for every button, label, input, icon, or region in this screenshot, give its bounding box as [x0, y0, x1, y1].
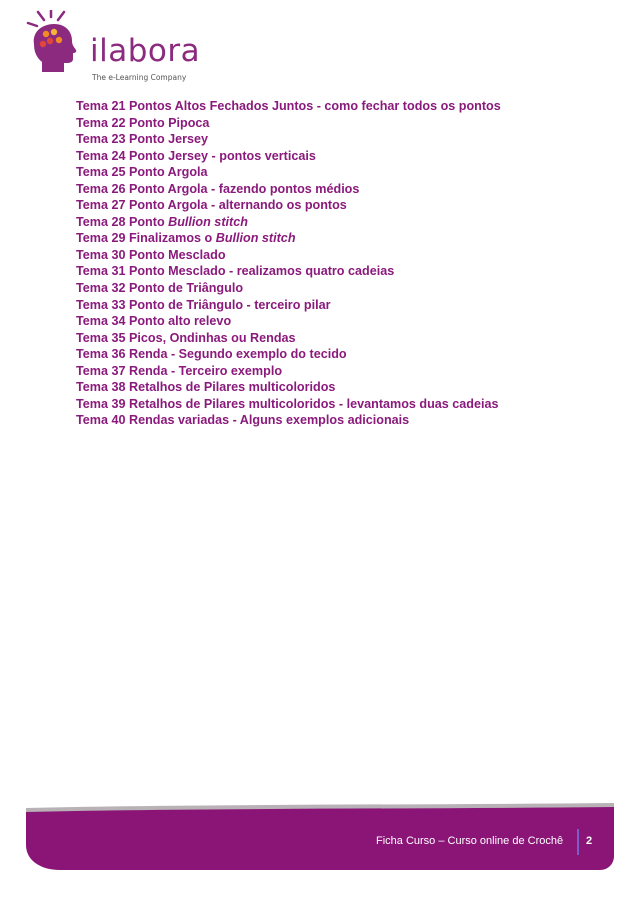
topic-item [76, 230, 596, 247]
topic-text: Tema 30 Ponto Mesclado [76, 247, 226, 262]
topic-item [76, 98, 596, 115]
topic-item [76, 247, 596, 264]
topic-text: Tema 27 Ponto Argola - alternando os pontos [76, 198, 347, 213]
topic-item [76, 313, 596, 330]
topic-text: Tema 21 Pontos Altos Fechados Juntos - como fechar todos os pontos [76, 99, 501, 113]
topic-item [76, 214, 596, 231]
topic-item [76, 297, 596, 314]
topic-text: Tema 40 Rendas variadas - Alguns exemplos adicionais [76, 413, 410, 428]
topic-text: Tema 25 Ponto Argola [76, 165, 208, 180]
topic-item [76, 363, 596, 380]
topic-emphasis: Bullion stitch [215, 231, 296, 246]
topic-text: Tema 24 Ponto Jersey - pontos verticais [76, 148, 316, 163]
topic-item [76, 379, 596, 396]
topic-emphasis: Bullion stitch [168, 214, 248, 229]
topic-item [76, 396, 596, 413]
topic-list [76, 98, 596, 429]
ilabora-logo [24, 10, 201, 82]
topic-text: Tema 23 Ponto Jersey [76, 132, 209, 147]
topic-item [76, 412, 596, 429]
topic-item [76, 115, 596, 132]
topic-text: Tema 26 Ponto Argola - fazendo pontos médios [76, 181, 360, 196]
topic-text: Tema 32 Ponto de Triângulo [76, 281, 244, 296]
topic-text: Tema 35 Picos, Ondinhas ou Rendas [76, 330, 296, 345]
topic-item [76, 263, 596, 280]
topic-item [76, 197, 596, 214]
footer-course-title: Ficha Curso – Curso online de Crochê [376, 835, 564, 847]
topic-item [76, 330, 596, 347]
head-logo-icon [24, 10, 94, 78]
topic-text: Tema 39 Retalhos de Pilares multicoloridos - levantamos duas cadeias [76, 396, 499, 411]
topic-item [76, 181, 596, 198]
footer-separator [577, 829, 579, 855]
topic-text: Tema 38 Retalhos de Pilares multicoloridos [76, 380, 336, 395]
topic-item [76, 164, 596, 181]
topic-text: Tema 29 Finalizamos o [76, 231, 216, 246]
topic-text: Tema 36 Renda - Segundo exemplo do tecido [76, 347, 347, 362]
logo-wordmark: ilabora [90, 33, 201, 69]
topic-item [76, 346, 596, 363]
topic-item [76, 131, 596, 148]
topic-text: Tema 31 Ponto Mesclado - realizamos quatro cadeias [76, 264, 395, 279]
topic-text: Tema 34 Ponto alto relevo [76, 314, 232, 329]
topic-text: Tema 28 Ponto [76, 214, 169, 229]
footer-banner [0, 800, 638, 903]
logo-tagline: The e-Learning Company [92, 73, 187, 82]
topic-text: Tema 33 Ponto de Triângulo - terceiro pilar [76, 297, 331, 312]
topic-item [76, 280, 596, 297]
topic-item [76, 148, 596, 165]
page-number: 2 [586, 835, 593, 847]
topic-text: Tema 22 Ponto Pipoca [76, 115, 210, 130]
topic-text: Tema 37 Renda - Terceiro exemplo [76, 363, 283, 378]
